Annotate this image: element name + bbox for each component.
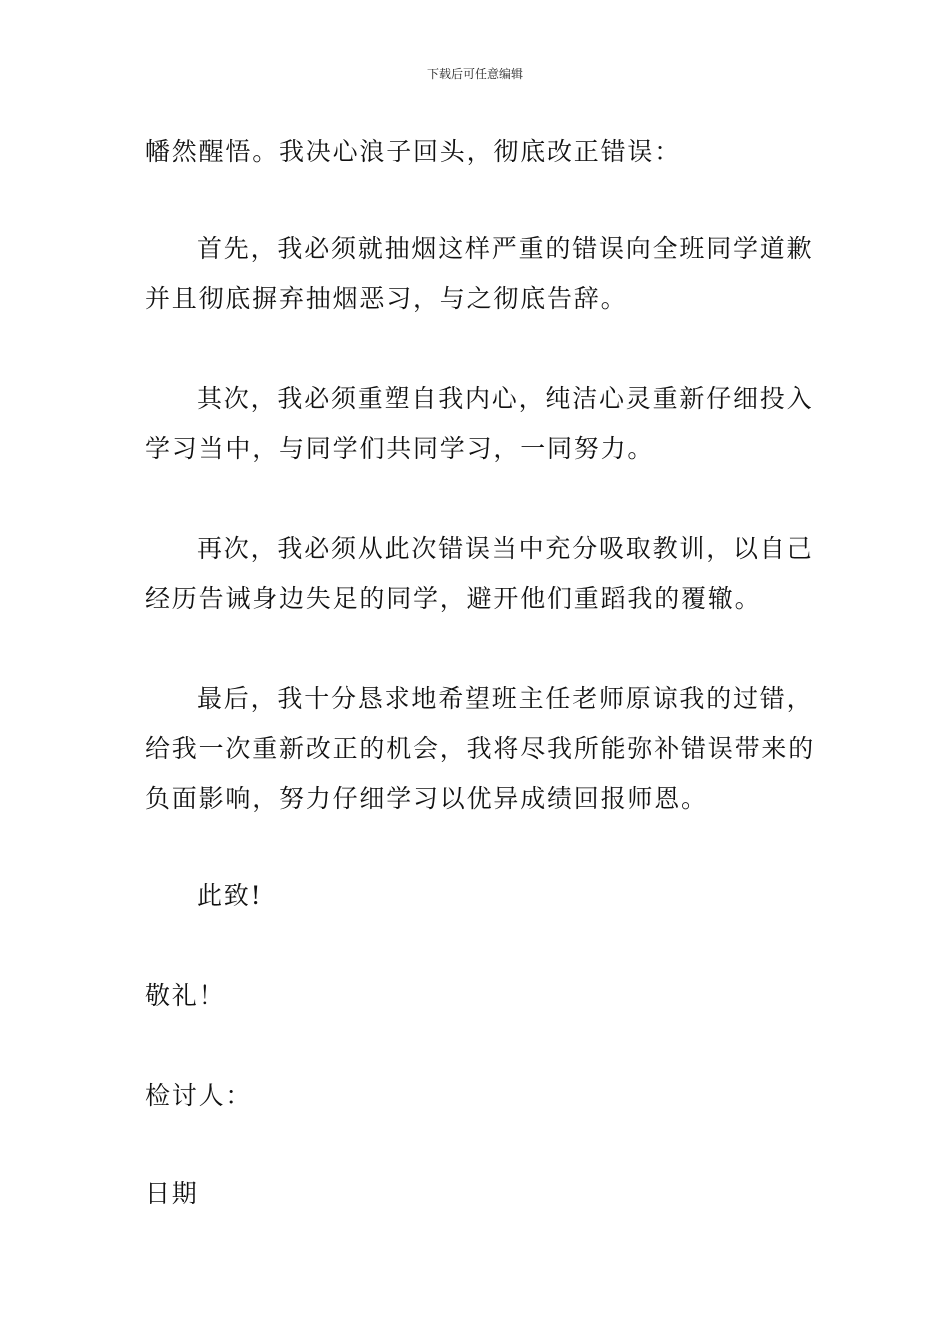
paragraph-third-line-2: 经历告诫身边失足的同学，避开他们重蹈我的覆辙。 xyxy=(145,584,762,613)
paragraph-first-line-1: 首先，我必须就抽烟这样严重的错误向全班同学道歉 xyxy=(197,234,814,263)
paragraph-fourth-line-3: 负面影响，努力仔细学习以优异成绩回报师恩。 xyxy=(145,784,708,813)
paragraph-second-line-2: 学习当中，与同学们共同学习，一同努力。 xyxy=(145,434,655,463)
page-header: 下载后可任意编辑 xyxy=(426,67,523,81)
paragraph-fourth-line-2: 给我一次重新改正的机会，我将尽我所能弥补错误带来的 xyxy=(145,734,816,763)
paragraph-opening-line: 幡然醒悟。我决心浪子回头，彻底改正错误： xyxy=(145,137,682,166)
closing-regards: 敬礼！ xyxy=(145,981,226,1010)
paragraph-fourth-line-1: 最后，我十分恳求地希望班主任老师原谅我的过错， xyxy=(197,684,814,713)
paragraph-first-line-2: 并且彻底摒弃抽烟恶习，与之彻底告辞。 xyxy=(145,284,628,313)
paragraph-second-line-1: 其次，我必须重塑自我内心，纯洁心灵重新仔细投入 xyxy=(197,384,814,413)
closing-salutation: 此致! xyxy=(197,881,263,910)
signature-label: 检讨人： xyxy=(145,1081,253,1110)
paragraph-third-line-1: 再次，我必须从此次错误当中充分吸取教训，以自己 xyxy=(197,534,814,563)
date-label: 日期 xyxy=(145,1179,199,1208)
